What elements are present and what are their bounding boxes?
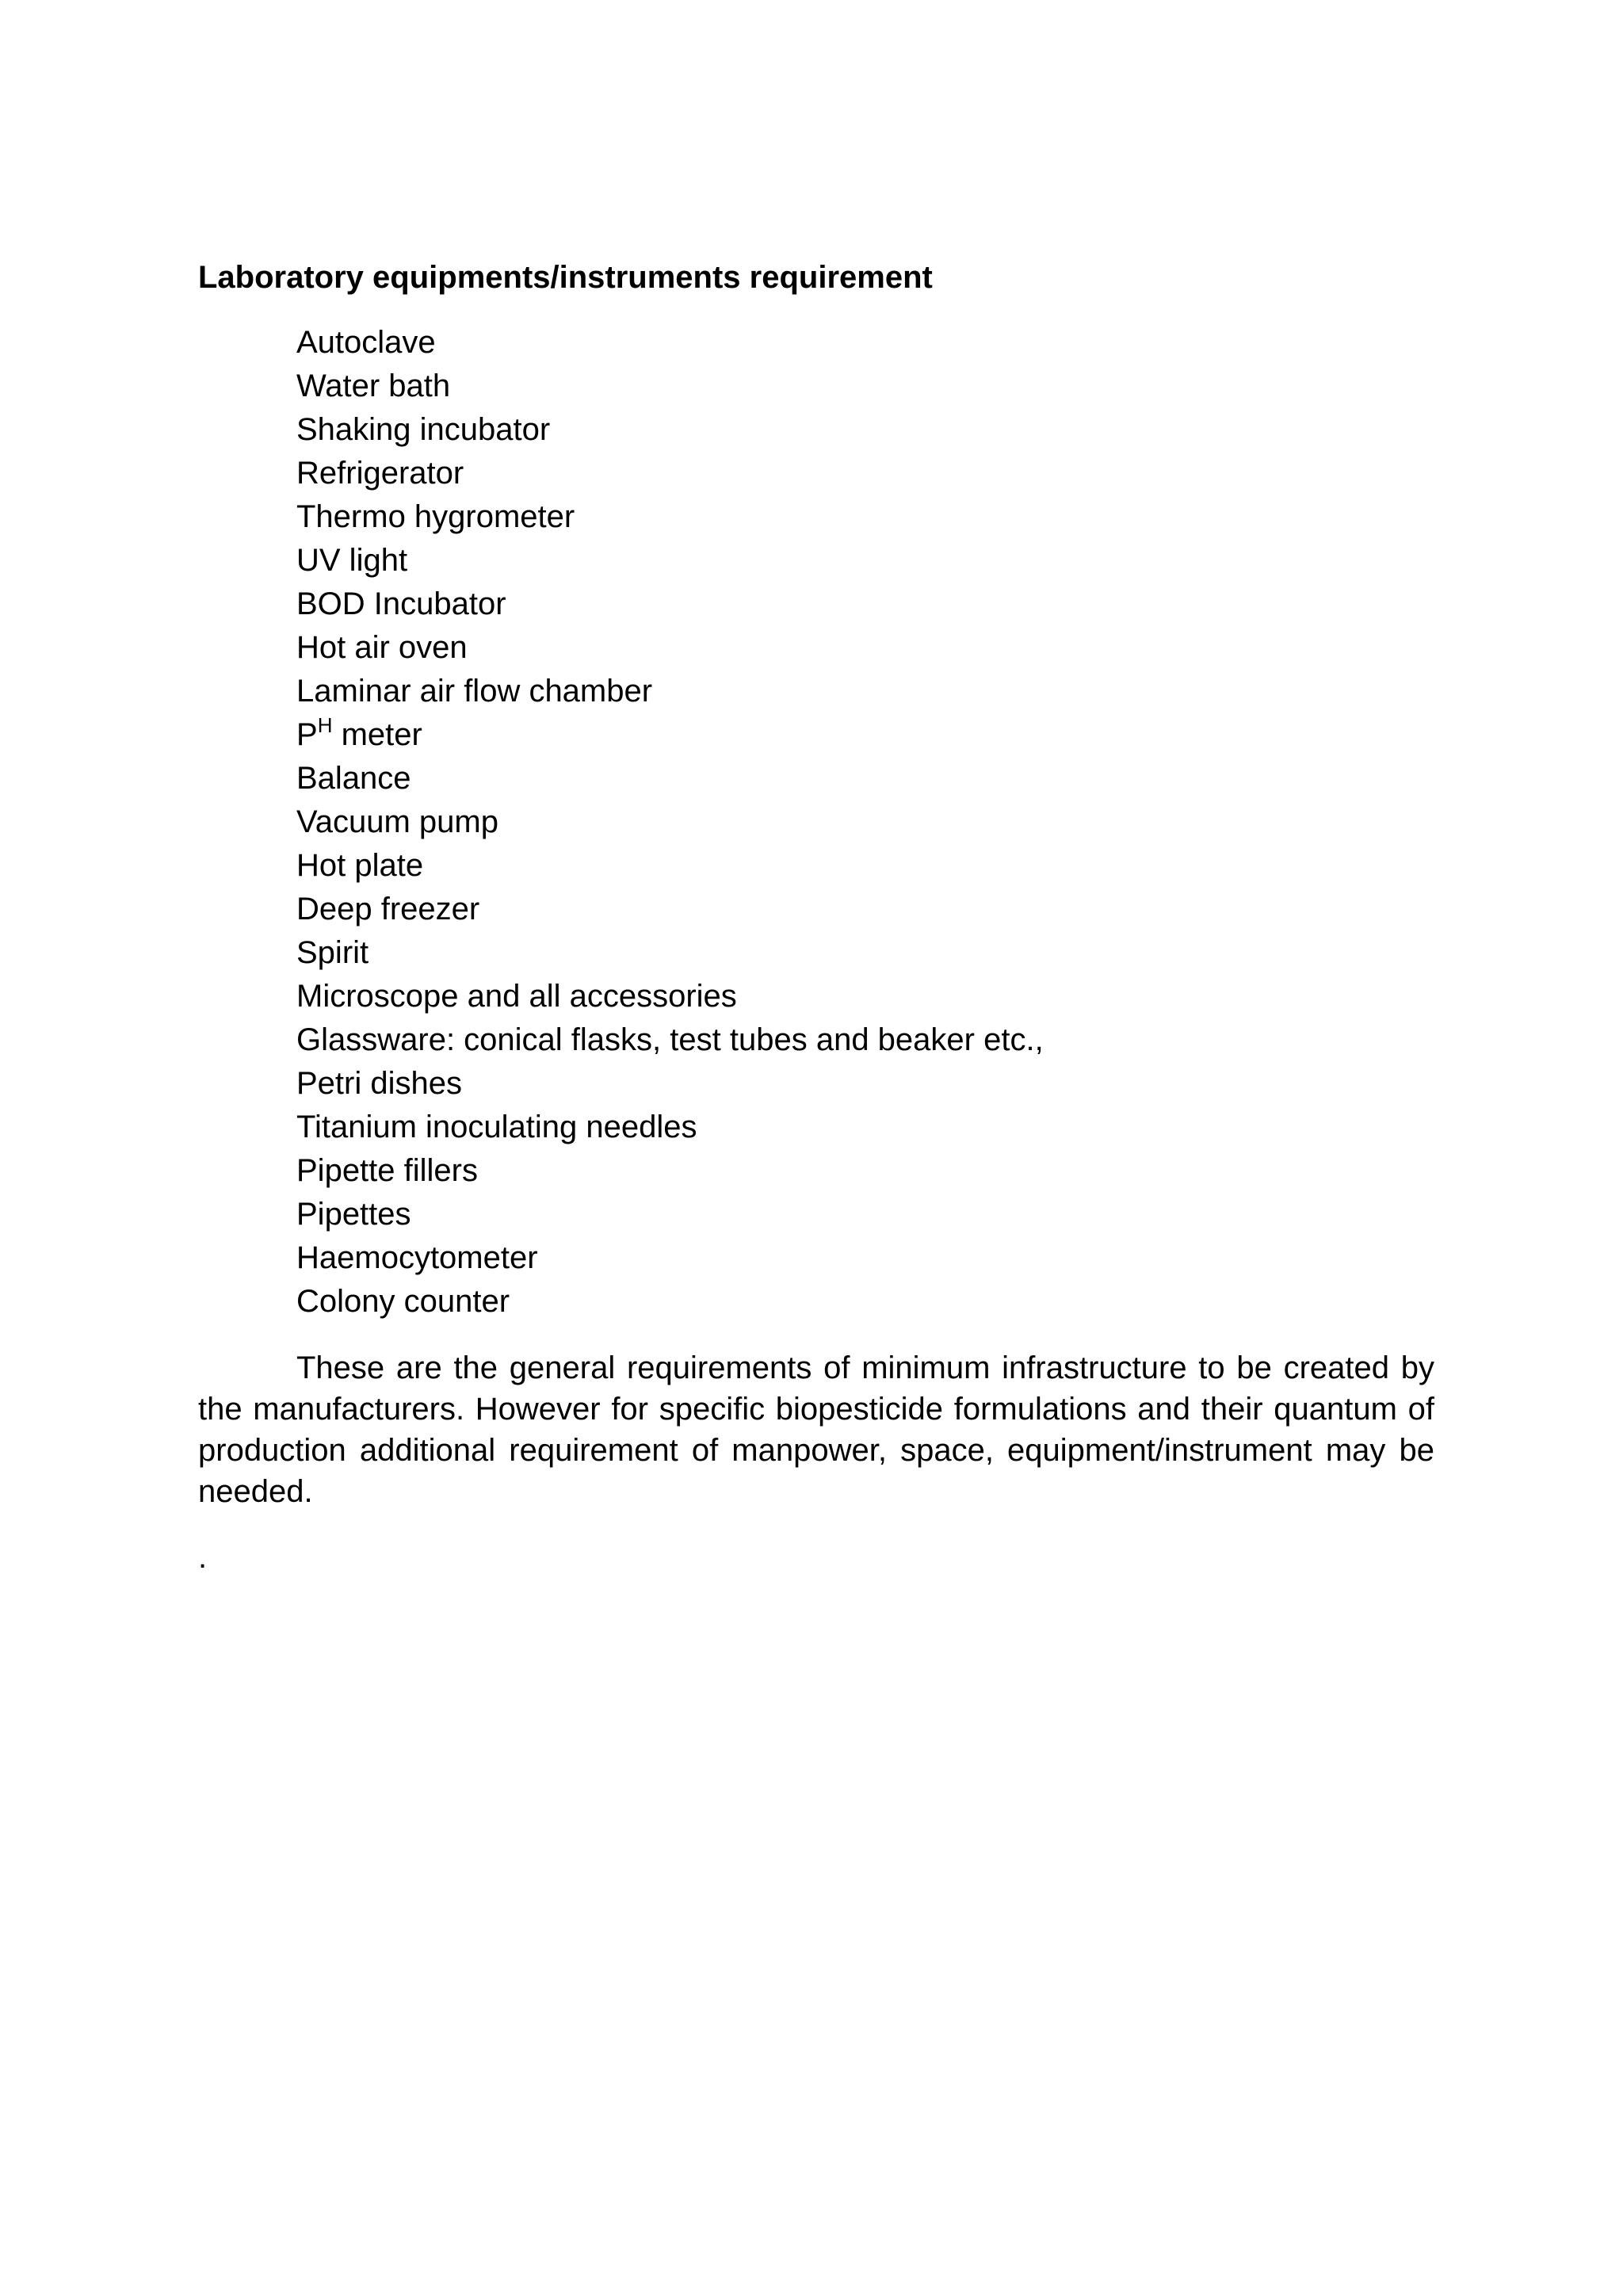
list-item-text: Colony counter [296,1284,510,1319]
list-item-text: Laminar air flow chamber [296,674,653,709]
list-item-text: Hot air oven [296,630,468,665]
list-item-text: Microscope and all accessories [296,979,737,1014]
list-item-text: Petri dishes [296,1066,462,1101]
list-item-text: Spirit [296,935,369,970]
list-item-text: Refrigerator [296,456,464,491]
list-item-text: Pipette fillers [296,1153,478,1188]
page-title: Laboratory equipments/instruments requirement [198,260,933,295]
trailing-period: . [198,1540,208,1575]
list-item-text: Thermo hygrometer [296,499,575,534]
list-item-text: Vacuum pump [296,804,498,839]
list-item-text: Balance [296,761,411,796]
list-item-text: UV light [296,543,408,578]
list-item-superscript: H [317,712,333,737]
list-item-text: Hot plate [296,848,424,883]
list-item-text: Haemocytometer [296,1240,538,1275]
list-item-text-main: P [296,717,318,752]
list-item-text: Autoclave [296,325,436,360]
list-item-text: Glassware: conical flasks, test tubes and beaker etc., [296,1022,1044,1057]
list-item-text: Pipettes [296,1197,411,1232]
list-item-text: BOD Incubator [296,586,506,621]
list-item-text-after: meter [332,717,422,752]
list-item-text: Deep freezer [296,892,480,926]
closing-paragraph: These are the general requirements of minimum infrastructure to be created by the manufacturers. However for specific biopesticide formulations and their quantum of production additional requirement of manpower, space, equipment/instrument may be needed. [198,1350,1434,1509]
list-item-text: Shaking incubator [296,412,551,447]
list-item-text: Titanium inoculating needles [296,1110,697,1144]
list-item-text: Water bath [296,369,451,403]
list-item-text [296,713,422,757]
